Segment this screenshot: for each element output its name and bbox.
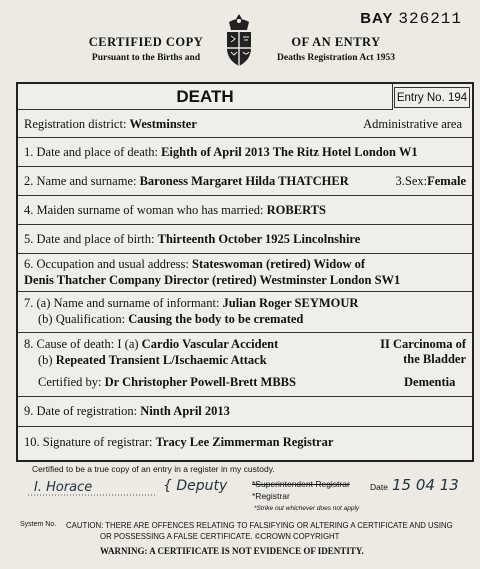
informant-line — [24, 296, 358, 311]
occupation-value-2: Denis Thatcher Company Director (retired) Westminster London SW1 — [24, 273, 401, 287]
superintendent-registrar-option: *Superintendent Registrar — [252, 479, 350, 489]
cause-ii-line3: Dementia — [404, 375, 456, 389]
row-maiden-name — [18, 195, 472, 224]
date-label: Date — [370, 482, 388, 492]
occupation-value-1: Stateswoman (retired) Widow of — [192, 257, 366, 271]
admin-area-label: Administrative area — [363, 116, 462, 131]
cause-b-label: (b) — [38, 353, 53, 367]
cause-a-line — [24, 337, 278, 352]
system-number-label: System No. — [20, 521, 57, 528]
name-label: 2. Name and surname: — [24, 173, 137, 188]
cause-ii-line2: the Bladder — [403, 352, 466, 366]
caution-line-1: CAUTION: THERE ARE OFFENCES RELATING TO FALSIFYING OR ALTERING A CERTIFICATE AND USING — [66, 521, 453, 530]
header-right-subtitle: Deaths Registration Act 1953 — [277, 53, 395, 63]
cause-ii-line1: II Carcinoma of — [380, 337, 466, 351]
occupation-line2 — [24, 273, 400, 288]
district-value: Westminster — [129, 116, 197, 131]
certified-copy-statement: Certified to be a true copy of an entry in a register in my custody. — [32, 464, 275, 474]
informant-label: 7. (a) Name and surname of informant: — [24, 296, 220, 310]
caution-line-2: OR POSSESSING A FALSE CERTIFICATE. ©CROWN COPYRIGHT — [100, 532, 340, 541]
row-district — [18, 111, 472, 137]
row-registrar-signature — [18, 426, 472, 458]
registrar-option: *Registrar — [252, 491, 290, 501]
informant-value: Julian Roger SEYMOUR — [222, 296, 359, 310]
entry-number: Entry No. 194 — [394, 87, 470, 108]
row-registration-date — [18, 396, 472, 426]
header-right-title: OF AN ENTRY — [291, 35, 381, 49]
header-left — [66, 35, 226, 63]
certified-label: Certified by: — [38, 375, 102, 389]
certificate-form — [16, 82, 474, 462]
sex-label: 3.Sex: — [395, 173, 428, 188]
serial-number — [360, 10, 462, 28]
serial-prefix: BAY — [360, 10, 394, 27]
birth-label: 5. Date and place of birth: — [24, 231, 155, 246]
certified-value: Dr Christopher Powell-Brett MBBS — [104, 375, 296, 389]
certified-by-line — [38, 375, 296, 390]
header-left-subtitle: Pursuant to the Births and — [91, 53, 201, 63]
death-date-value: Eighth of April 2013 The Ritz Hotel London W1 — [161, 144, 418, 159]
occupation-line1 — [24, 257, 365, 272]
identity-warning: WARNING: A CERTIFICATE IS NOT EVIDENCE OF IDENTITY. — [100, 546, 364, 556]
registration-date-label: 9. Date of registration: — [24, 404, 138, 418]
cause-b-line — [38, 353, 267, 368]
serial-value: 326211 — [398, 10, 462, 28]
registration-date-value: Ninth April 2013 — [140, 404, 230, 418]
name-value: Baroness Margaret Hilda THATCHER — [139, 173, 349, 188]
royal-crest-icon — [217, 12, 261, 72]
cause-b-value: Repeated Transient L/Ischaemic Attack — [55, 353, 267, 367]
header-right — [256, 35, 416, 63]
handwritten-deputy: { Deputy — [163, 478, 228, 494]
maiden-name-label: 4. Maiden surname of woman who has married: — [24, 202, 264, 217]
header-left-title: CERTIFIED COPY — [88, 35, 204, 49]
district-label: Registration district: — [24, 116, 127, 131]
strike-out-note: *Strike out whichever does not apply — [254, 505, 360, 512]
row-death-date-place — [18, 137, 472, 166]
cause-a-value: Cardio Vascular Accident — [141, 337, 279, 351]
row-name — [18, 166, 472, 195]
cause-ii-line3-wrap — [404, 375, 455, 390]
death-date-label: 1. Date and place of death: — [24, 144, 158, 159]
signature-line — [28, 493, 156, 497]
qualification-label: (b) Qualification: — [38, 312, 126, 326]
maiden-name-value: ROBERTS — [266, 202, 326, 217]
registrar-signature-label: 10. Signature of registrar: — [24, 435, 153, 449]
cause-label: 8. Cause of death: I (a) — [24, 337, 139, 351]
form-heading: DEATH — [18, 84, 393, 110]
qualification-value: Causing the body to be cremated — [128, 312, 304, 326]
row-birth — [18, 224, 472, 253]
sex-value: Female — [427, 173, 466, 188]
birth-value: Thirteenth October 1925 Lincolnshire — [157, 231, 361, 246]
cause-ii — [370, 337, 466, 367]
handwritten-date: 15 04 13 — [392, 476, 459, 494]
handwritten-signature: I. Horace — [34, 480, 93, 495]
registrar-signature-value: Tracy Lee Zimmerman Registrar — [155, 435, 334, 449]
qualification-line — [38, 312, 303, 327]
occupation-label: 6. Occupation and usual address: — [24, 257, 189, 271]
